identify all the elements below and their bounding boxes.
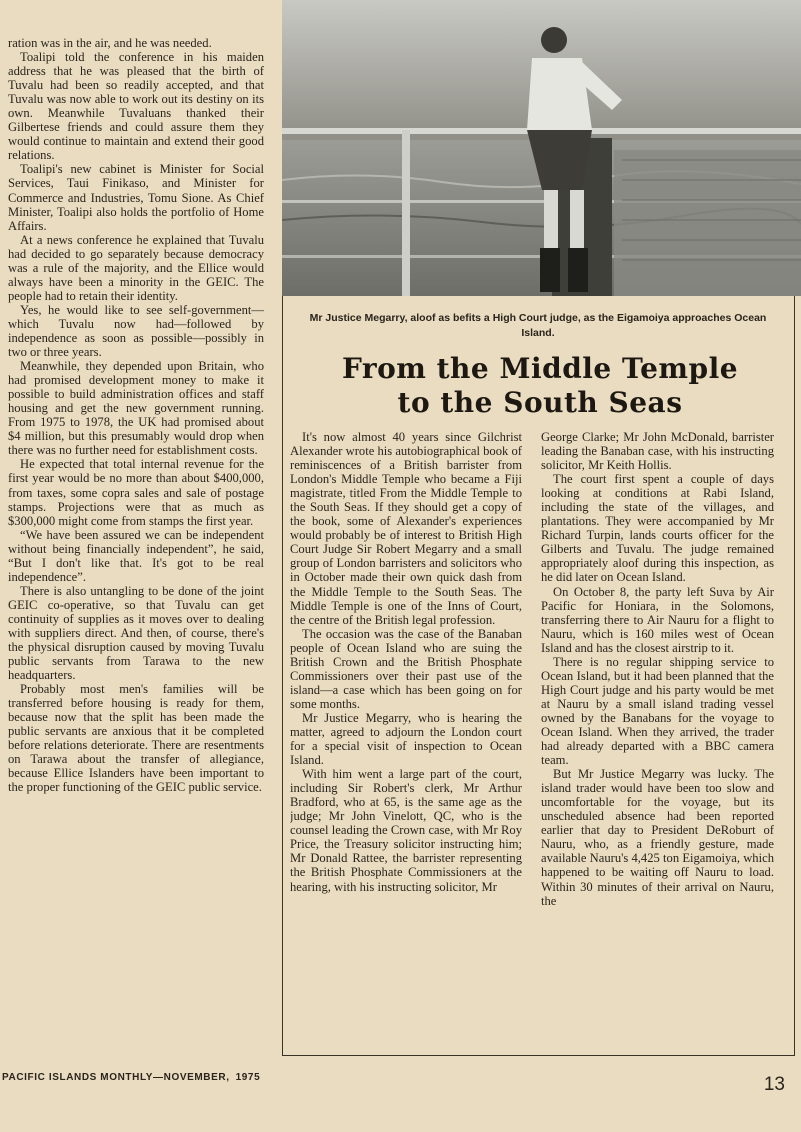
paragraph: Meanwhile, they depended upon Britain, who had promised development money to make it possible to build administration offices and staff housing and get the new government running. From 1975 to 1978, the UK had promised about $4 million, but this presumably would drop when there was no further need for establishment costs. xyxy=(8,359,264,458)
photo-caption: Mr Justice Megarry, aloof as befits a High Court judge, as the Eigamoiya approaches Ocean Island. xyxy=(309,312,767,339)
paragraph: With him went a large part of the court, including Sir Robert's clerk, Mr Arthur Bradford, who at 65, is the same age as the judge; Mr John Vinelott, QC, who is the counsel leading the Crown case, with Mr Roy Price, the Treasury solicitor instructing him; Mr Donald Rattee, the barrister representing the British Phosphate Commissioners at the hearing, with his instructing solicitor, Mr xyxy=(290,767,522,894)
article-middle-column xyxy=(290,430,522,1050)
paragraph: ration was in the air, and he was needed. xyxy=(8,36,212,50)
paragraph: Mr Justice Megarry, who is hearing the matter, agreed to adjourn the London court for a special visit of inspection to Ocean Island. xyxy=(290,710,522,768)
paragraph: But Mr Justice Megarry was lucky. The island trader would have been too slow and uncomfortable for the voyage, but its unscheduled absence had been reported earlier that day to President DeRoburt of Nauru, who, as a friendly gesture, made available Nauru's 4,425 ton Eigamoiya, which happened to be waiting off Nauru to load. Within 30 minutes of their arrival on Nauru, the xyxy=(541,767,774,908)
paragraph: Toalipi told the conference in his maiden address that he was pleased that the birth of Tuvalu had been so readily accepted, and that Tuvalu was now able to work out its destiny on its own. Meanwhile Tuvaluans thanked their Gilbertese friends and could assure them they would continue to maintain and extend their good relations. xyxy=(8,50,264,163)
paragraph: At a news conference he explained that Tuvalu had decided to go separately because democracy was a rule of the majority, and the Ellice would always have been a minority in the GEIC. The people had to retain their identity. xyxy=(8,232,264,303)
article-headline xyxy=(292,352,788,420)
photo-illustration xyxy=(282,0,801,296)
paragraph: There is no regular shipping service to Ocean Island, but it had been planned that the High Court judge and his party would be met at Nauru by a small island trading vessel owned by the Banabans for the voyage to Ocean Island. When they arrived, the trader had already departed with a BBC camera team. xyxy=(541,654,774,768)
publication-name: PACIFIC ISLANDS MONTHLY—NOVEMBER, xyxy=(2,1072,230,1083)
paragraph: Yes, he would like to see self-government—which Tuvalu now had—followed by independence as soon as possible—possibly in two or three years. xyxy=(8,302,264,360)
paragraph: There is also untangling to be done of the joint GEIC co-operative, so that Tuvalu can get continuity of supplies as it moves over to dealing with suppliers direct. And then, of course, there's the physical disruption caused by moving Tuvalu public servants from Tarawa to the new headquarters. xyxy=(8,583,264,683)
page-number: 13 xyxy=(763,1074,785,1095)
paragraph: George Clarke; Mr John McDonald, barrister leading the Banaban case, with his instructing solicitor, Mr Keith Hollis. xyxy=(541,430,774,473)
publication-year: 1975 xyxy=(235,1072,261,1083)
article-right-column xyxy=(541,430,774,1050)
ship-deck-photo xyxy=(282,0,801,296)
paragraph: The court first spent a couple of days looking at conditions at Rabi Island, including the state of the villages, and plantations. They were accompanied by Mr Richard Turpin, lands courts officer for the Gilberts and Tuvalu. The judge remained appropriately aloof during this inspection, as he did later on Ocean Island. xyxy=(541,472,774,585)
paragraph: Probably most men's families will be transferred before housing is ready for them, because now that the split has been made the public servants are anxious that it be completed before relations deteriorate. There are resentments on Tarawa about the transfer of allegiance, because Ellice Islanders have been important to the proper functioning of the GEIC public service. xyxy=(8,682,264,795)
paragraph: Toalipi's new cabinet is Minister for Social Services, Taui Finikaso, and Minister for Commerce and Industries, Tomu Sione. As Chief Minister, Toalipi also holds the portfolio of Home Affairs. xyxy=(8,162,264,233)
headline-line-2: to the South Seas xyxy=(397,386,683,419)
paragraph: It's now almost 40 years since Gilchrist Alexander wrote his autobiographical book of reminiscences of a British barrister from London's Middle Temple who became a Fiji magistrate, titled From the Middle Temple to the South Seas. If they should get a copy of the book, some of Alexander's experiences would probably be of interest to British High Court Judge Sir Robert Megarry and a small group of London barristers and solicitors who in October made their own quick dash from the Middle Temple to the South Seas. The Middle Temple is one of the Inns of Court, the centre of the British legal profession. xyxy=(290,430,522,627)
page-footer xyxy=(2,1072,260,1083)
paragraph: The occasion was the case of the Banaban people of Ocean Island who are suing the British Crown and the British Phosphate Commissioners over their past use of the island—a case which has been going on for some months. xyxy=(290,626,522,711)
paragraph: He expected that total internal revenue for the first year would be no more than about $400,000, from taxes, some copra sales and sale of postage stamps. Projections were that as much as $300,000 might come from stamps the first year. xyxy=(8,457,264,528)
paragraph: “We have been assured we can be independent without being financially independent”, he said, “But I don't like that. It's got to be real independence”. xyxy=(8,527,264,584)
paragraph: On October 8, the party left Suva by Air Pacific for Honiara, in the Solomons, transferring there to Air Nauru for a flight to Nauru, which is 160 miles west of Ocean Island and has the closest airstrip to it. xyxy=(541,584,774,655)
left-column-text xyxy=(8,36,264,1058)
headline-line-1: From the Middle Temple xyxy=(341,352,739,385)
